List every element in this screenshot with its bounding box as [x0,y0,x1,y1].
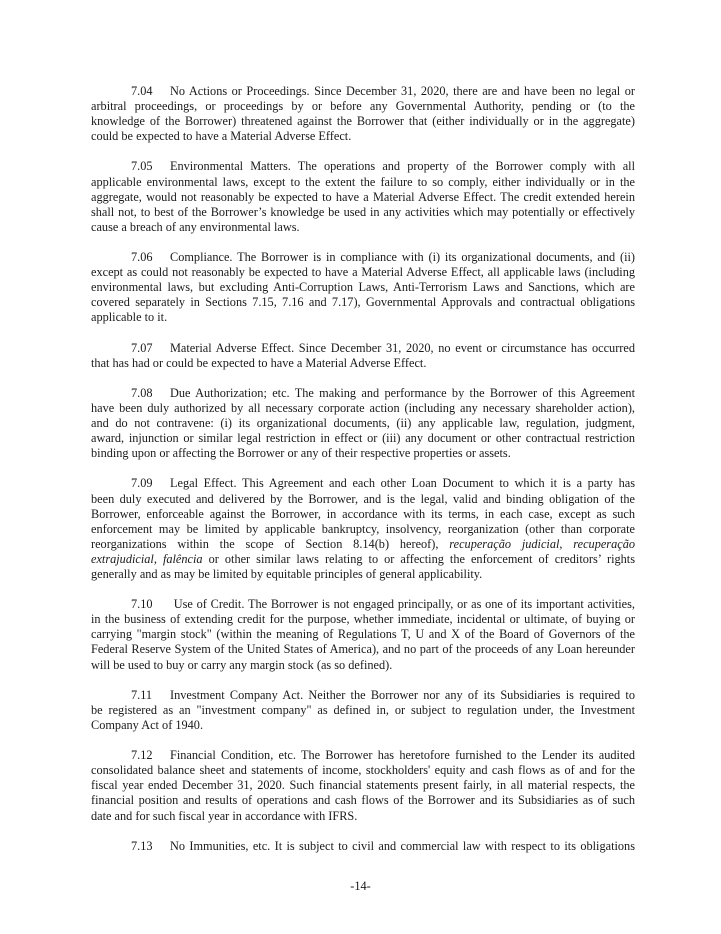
text-line [91,703,635,718]
text-segment: generally and as may be limited by equitable principles of general applicability. [91,567,483,581]
text-segment: knowledge of the Borrower) threatened against the Borrower that (either individually or in the aggregate) [91,114,635,129]
text-segment: Federal Reserve System of the United States of America), and no part of the proceeds of any Loan hereunder [91,642,635,657]
text-line [91,597,635,612]
text-segment: have been duly authorized by all necessary corporate action (including any necessary shareholder action), [91,400,635,415]
text-segment: No Actions or Proceedings. Since December 31, 2020, there are and have been no legal or [170,84,635,98]
text-line [91,190,635,205]
text-segment: reorganizations within the scope of Section 8.14(b) hereof), [91,536,450,551]
text-line [91,688,635,703]
text-line [91,386,635,401]
text-line [91,250,635,265]
text-segment: arbitral proceedings, or proceedings by or before any Governmental Authority, pending or (to the [91,99,635,114]
text-line [91,310,635,325]
text-line [91,431,635,446]
text-line [91,159,635,174]
section-7-04 [91,84,635,144]
text-segment: shall not, to best of the Borrower’s knowledge be used in any activities which may potentially or effectively [91,204,635,219]
text-segment: covered separately in Sections 7.15, 7.16 and 7.17), Governmental Approvals and contractual obligations [91,295,635,310]
text-segment: be registered as an "investment company" as defined in, or subject to regulation under, the Investment [91,702,635,717]
section-7-13 [91,839,635,854]
text-line [91,567,635,582]
section-number: 7.08 [131,385,153,400]
section-number: 7.11 [131,687,153,702]
text-line [91,99,635,114]
text-segment: Compliance. The Borrower is in compliance with (i) its organizational documents, and (ii) [170,250,635,265]
text-line [91,114,635,129]
text-segment: consolidated balance sheet and statements of income, stockholders' equity and cash flows as of and for the [91,763,635,778]
text-line [91,522,635,537]
italic-text: extrajudicial, falência [91,551,203,566]
text-line [91,356,635,371]
text-line [91,748,635,763]
text-segment: in the business of extending credit for the purpose, whether immediate, incidental or ultimate, of buying or [91,612,635,627]
text-segment: or other similar laws relating to or affecting the enforcement of creditors’ rights [202,551,635,566]
section-7-07 [91,341,635,371]
text-segment: carrying "margin stock" (within the meaning of Regulations T, U and X of the Board of Governors of the [91,627,635,642]
text-line [91,265,635,280]
text-segment: Use of Credit. The Borrower is not engaged principally, or as one of its important activities, [170,597,635,612]
section-number: 7.07 [131,340,153,355]
text-line [91,793,635,808]
text-segment: enforcement may be limited by applicable bankruptcy, insolvency, reorganization (other than corporate [91,521,635,536]
text-line [91,552,635,567]
text-segment: environmental laws, but excluding Anti-Corruption Laws, Anti-Terrorism Laws and Sanctions, which are [91,280,635,295]
text-segment: applicable environmental laws, except to the extent the failure to so comply, either individually or in the [91,174,635,189]
text-segment: could be expected to have a Material Adverse Effect. [91,129,352,144]
text-line [91,295,635,310]
text-segment: binding upon or affecting the Borrower or any of their respective properties or assets. [91,446,511,461]
text-segment: applicable to it. [91,310,168,325]
text-line [91,612,635,627]
section-7-08 [91,386,635,461]
text-line [91,446,635,461]
text-segment: date and for such fiscal year in accordance with IFRS. [91,808,358,823]
page-number: -14- [350,879,371,893]
text-segment: been duly executed and delivered by the Borrower, and is the legal, valid and binding obligation of the [91,491,635,506]
text-line [91,280,635,295]
text-segment: Due Authorization; etc. The making and performance by the Borrower of this Agreement [170,385,635,400]
text-segment: Financial Condition, etc. The Borrower has heretofore furnished to the Lender its audited [170,748,635,763]
document-page [91,84,635,869]
section-7-05 [91,159,635,234]
text-segment: Legal Effect. This Agreement and each other Loan Document to which it is a party has [170,476,635,491]
text-line [91,84,635,99]
text-line [91,476,635,491]
text-line [91,718,635,733]
text-segment: Borrower, enforceable against the Borrower, in accordance with its terms, in each case, except as such [91,506,635,521]
text-segment: and do not contravene: (i) its organizational documents, (ii) any applicable law, regulation, judgment, [91,416,635,431]
text-line [91,763,635,778]
text-line [91,642,635,657]
text-line [91,537,635,552]
text-line [91,809,635,824]
text-segment: Investment Company Act. Neither the Borrower nor any of its Subsidiaries is required to [170,687,635,702]
text-line [91,778,635,793]
text-segment: will be used to buy or carry any margin stock (as so defined). [91,657,393,672]
section-number: 7.13 [131,838,153,853]
text-line [91,627,635,642]
text-segment: aggregate, would not reasonably be expected to have a Material Adverse Effect. The credit extended herein [91,189,635,204]
text-line [91,129,635,144]
text-line [91,401,635,416]
text-line [91,220,635,235]
section-number: 7.05 [131,159,153,174]
text-segment: Environmental Matters. The operations and property of the Borrower comply with all [170,159,635,174]
text-segment: except as could not reasonably be expected to have a Material Adverse Effect, all applicable laws (including [91,265,635,280]
text-segment: Company Act of 1940. [91,717,204,732]
text-segment: Material Adverse Effect. Since December 31, 2020, no event or circumstance has occurred [170,340,635,355]
text-segment: No Immunities, etc. It is subject to civil and commercial law with respect to its obligations [170,838,635,853]
text-segment: cause a breach of any environmental laws. [91,219,300,234]
section-number: 7.04 [131,84,153,98]
section-number: 7.06 [131,250,153,265]
text-segment: award, injunction or similar legal restriction in effect or (iii) any document or other contractual restriction [91,431,635,446]
text-line [91,341,635,356]
text-line [91,205,635,220]
text-line [91,175,635,190]
section-number: 7.12 [131,748,153,763]
text-line [91,507,635,522]
text-line [91,416,635,431]
section-7-09 [91,476,635,582]
italic-text: recuperação judicial, recuperação [449,536,635,551]
section-number: 7.09 [131,476,153,491]
section-7-11 [91,688,635,733]
text-line [91,492,635,507]
section-7-06 [91,250,635,325]
text-line [91,658,635,673]
section-7-12 [91,748,635,823]
text-segment: financial position and results of operations and cash flows of the Borrower and its Subsidiaries as of such [91,793,635,808]
text-segment: fiscal year ended December 31, 2020. Such financial statements present fairly, in all material respects, the [91,778,635,793]
text-line [91,839,635,854]
section-7-10 [91,597,635,672]
text-segment: that has had or could be expected to have a Material Adverse Effect. [91,355,427,370]
section-number: 7.10 [131,597,153,612]
